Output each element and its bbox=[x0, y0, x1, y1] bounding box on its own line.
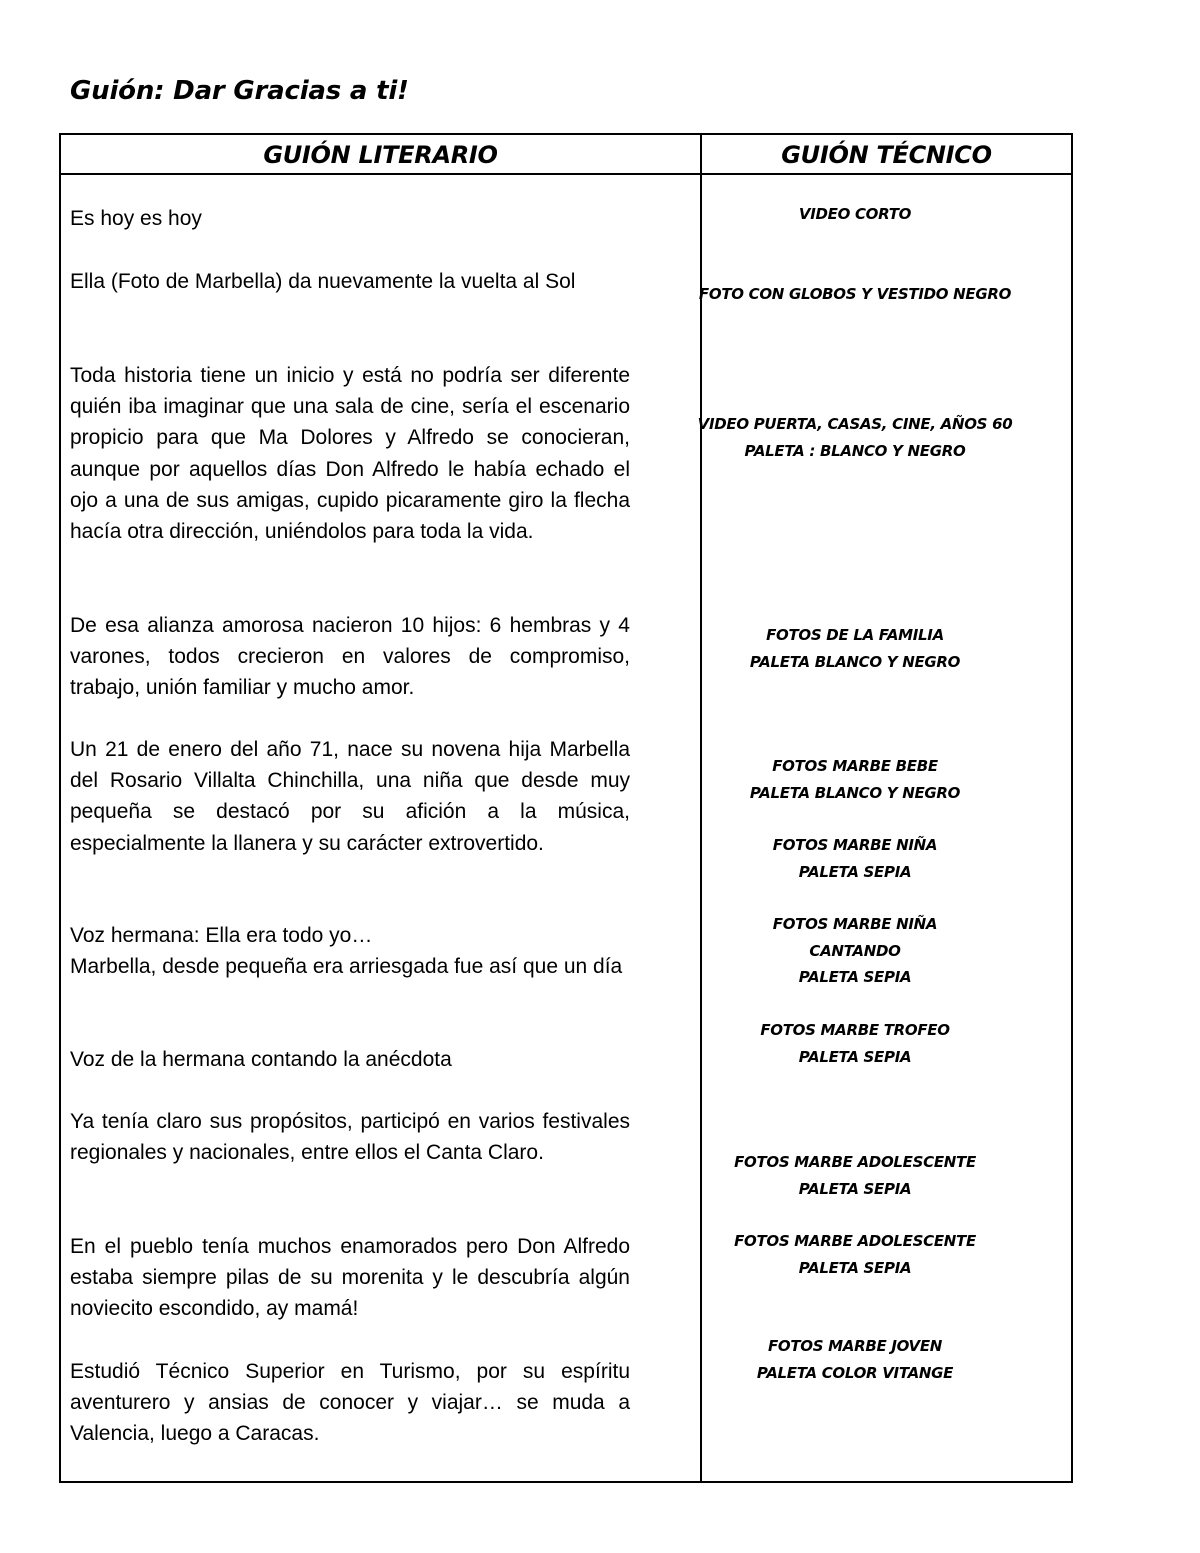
tecnico-note-10 bbox=[660, 1228, 1050, 1281]
page-title: Guión: Dar Gracias a ti! bbox=[70, 76, 409, 106]
tecnico-line: PALETA BLANCO Y NEGRO bbox=[749, 783, 961, 802]
table-header-row bbox=[61, 135, 1071, 175]
literario-paragraph-11: Estudió Técnico Superior en Turismo, por su espíritu aventurero y ansias de conocer y viajar… se muda a Valencia, luego a Caracas. bbox=[70, 1360, 630, 1446]
tecnico-line: FOTOS MARBE BEBE bbox=[772, 757, 938, 775]
tecnico-line: VIDEO PUERTA, CASAS, CINE, AÑOS 60 bbox=[697, 415, 1013, 433]
literario-paragraph-3: Toda historia tiene un inicio y está no podría ser diferente quién iba imaginar que una sala de cine, sería el escenario propicio para que Ma Dolores y Alfredo se conocieran, aunque por aquellos días Don Alfredo le había echado el ojo a una de sus amigas, cupido picaramente giro la flecha hacía otra dirección, uniéndolos para toda la vida. bbox=[70, 364, 630, 544]
tecnico-note-9 bbox=[660, 1149, 1050, 1202]
literario-paragraph-4: De esa alianza amorosa nacieron 10 hijos: 6 hembras y 4 varones, todos crecieron en valores de compromiso, trabajo, unión familiar y mucho amor. bbox=[70, 614, 630, 700]
tecnico-line: FOTOS MARBE NIÑA bbox=[772, 915, 938, 933]
literario-paragraph-1: Es hoy es hoy bbox=[70, 207, 202, 230]
literario-paragraph-9: Ya tenía claro sus propósitos, participó en varios festivales regionales y nacionales, entre ellos el Canta Claro. bbox=[70, 1110, 630, 1165]
tecnico-note-5 bbox=[660, 753, 1050, 806]
tecnico-line: VIDEO CORTO bbox=[798, 205, 912, 223]
tecnico-note-2 bbox=[660, 281, 1050, 308]
literario-paragraph-5: Un 21 de enero del año 71, nace su novena hija Marbella del Rosario Villalta Chinchilla, una niña que desde muy pequeña se destacó por su afición a la música, especialmente la llanera y su carácter extrovertido. bbox=[70, 738, 630, 855]
tecnico-note-4 bbox=[660, 622, 1050, 675]
tecnico-note-3 bbox=[660, 411, 1050, 464]
tecnico-line: PALETA SEPIA bbox=[798, 862, 912, 881]
tecnico-note-1 bbox=[660, 201, 1050, 228]
tecnico-line: PALETA SEPIA bbox=[798, 1179, 912, 1198]
literario-paragraph-7: Marbella, desde pequeña era arriesgada fue así que un día bbox=[70, 955, 623, 978]
tecnico-line: FOTOS MARBE ADOLESCENTE bbox=[734, 1153, 976, 1171]
tecnico-line: PALETA SEPIA bbox=[798, 1258, 912, 1277]
literario-paragraph-2: Ella (Foto de Marbella) da nuevamente la vuelta al Sol bbox=[70, 270, 576, 293]
header-guion-literario: GUIÓN LITERARIO bbox=[263, 141, 498, 169]
tecnico-line: FOTOS MARBE TROFEO bbox=[760, 1021, 950, 1039]
tecnico-line: PALETA SEPIA bbox=[798, 968, 912, 986]
tecnico-line: FOTO CON GLOBOS Y VESTIDO NEGRO bbox=[698, 285, 1012, 303]
tecnico-line: FOTOS DE LA FAMILIA bbox=[766, 626, 944, 644]
header-guion-tecnico: GUIÓN TÉCNICO bbox=[781, 141, 992, 169]
tecnico-note-8 bbox=[660, 1017, 1050, 1070]
tecnico-line: PALETA : BLANCO Y NEGRO bbox=[744, 441, 966, 460]
literario-paragraph-6: Voz hermana: Ella era todo yo… bbox=[70, 924, 373, 947]
tecnico-note-11 bbox=[660, 1333, 1050, 1386]
literario-paragraph-8: Voz de la hermana contando la anécdota bbox=[70, 1048, 452, 1071]
tecnico-note-7 bbox=[660, 911, 1050, 991]
tecnico-line: PALETA SEPIA bbox=[798, 1047, 912, 1066]
tecnico-line: CANTANDO bbox=[809, 941, 901, 960]
tecnico-note-6 bbox=[660, 832, 1050, 885]
tecnico-line: PALETA BLANCO Y NEGRO bbox=[749, 652, 961, 671]
tecnico-line: FOTOS MARBE JOVEN bbox=[767, 1337, 943, 1355]
tecnico-line: PALETA COLOR VITANGE bbox=[756, 1363, 954, 1382]
literario-paragraph-10: En el pueblo tenía muchos enamorados pero Don Alfredo estaba siempre pilas de su morenita y le descubría algún noviecito escondido, ay mamá! bbox=[70, 1235, 630, 1321]
tecnico-line: FOTOS MARBE NIÑA bbox=[772, 836, 938, 854]
tecnico-line: FOTOS MARBE ADOLESCENTE bbox=[734, 1232, 976, 1250]
